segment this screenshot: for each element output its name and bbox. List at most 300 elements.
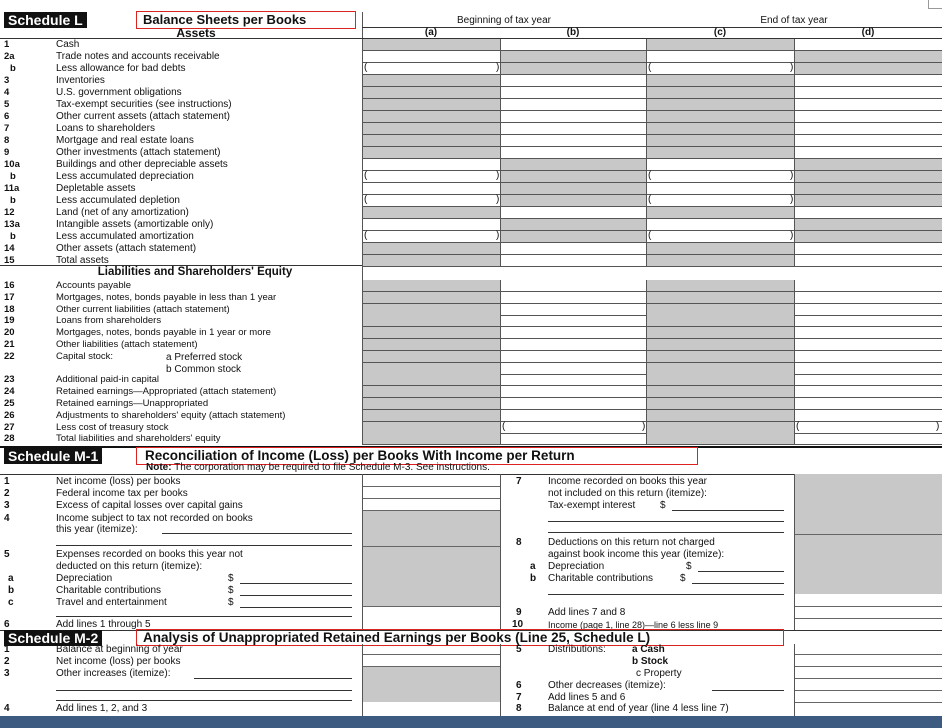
amount-cell[interactable]	[646, 123, 794, 135]
amount-cell[interactable]	[500, 39, 646, 51]
line-number: 17	[4, 291, 15, 303]
line-label: Adjustments to shareholders' equity (attach statement)	[56, 409, 286, 421]
m2-line-number: 1	[4, 644, 10, 655]
line-number: 9	[4, 147, 10, 158]
schedule-l-row	[0, 63, 942, 75]
amount-cell[interactable]	[794, 51, 942, 63]
amount-cell[interactable]	[500, 315, 646, 327]
schedule-l-row	[0, 75, 942, 87]
amount-cell[interactable]	[794, 386, 942, 398]
amount-cell[interactable]	[646, 51, 794, 63]
line-label: Other liabilities (attach statement)	[56, 339, 198, 350]
amount-cell[interactable]	[794, 231, 942, 243]
amount-cell[interactable]	[646, 374, 794, 386]
m1-line10: Income (page 1, line 28)—line 6 less line 9	[548, 620, 719, 630]
amount-cell[interactable]	[794, 183, 942, 195]
m1-line7b: not included on this return (itemize):	[548, 488, 707, 499]
amount-cell[interactable]	[500, 386, 646, 398]
amount-cell[interactable]	[646, 386, 794, 398]
amount-cell[interactable]	[500, 183, 646, 195]
m2-line8: Balance at end of year (line 4 less line 7)	[548, 703, 729, 714]
paren-open: (	[648, 230, 652, 241]
amount-cell[interactable]	[794, 147, 942, 159]
schedule-m2-tag: Schedule M-2	[4, 630, 102, 646]
paren-close: )	[790, 230, 794, 241]
line-number: 8	[4, 135, 10, 146]
divider	[363, 498, 500, 499]
paren-open: (	[648, 62, 652, 73]
amount-cell[interactable]	[500, 195, 646, 207]
m1-line8-char: Charitable contributions	[548, 573, 654, 584]
write-in-line	[548, 594, 784, 595]
paren-open: (	[648, 194, 652, 205]
m1-line8a: Deductions on this return not charged	[548, 537, 715, 548]
amount-cell[interactable]	[794, 243, 942, 255]
line-number: b	[10, 171, 16, 182]
line-number: 4	[4, 87, 10, 98]
amount-cell[interactable]	[646, 111, 794, 123]
amount-cell[interactable]	[794, 87, 942, 99]
assets-header: Assets	[176, 26, 216, 40]
m2-line5c: c Property	[636, 668, 682, 679]
line-label: Retained earnings—Appropriated (attach statement)	[56, 386, 277, 398]
amount-cell[interactable]	[362, 87, 500, 99]
amount-cell[interactable]	[646, 207, 794, 219]
line-label: Depletable assets	[56, 183, 136, 194]
schedule-l-row	[0, 219, 942, 231]
line-label: Less accumulated depletion	[56, 195, 180, 206]
amount-cell[interactable]	[500, 327, 646, 339]
amount-cell[interactable]	[794, 304, 942, 316]
amount-cell[interactable]	[794, 63, 942, 75]
bottom-bar	[0, 716, 942, 728]
write-in-line	[548, 532, 784, 533]
amount-cell[interactable]	[362, 147, 500, 159]
schedule-l-liability-row	[0, 433, 942, 445]
write-in-line	[240, 607, 352, 608]
m2-line-number: 5	[516, 644, 522, 655]
line-number: 13a	[4, 219, 20, 230]
amount-cell[interactable]	[646, 280, 794, 292]
amount-cell[interactable]	[646, 433, 794, 445]
amount-cell[interactable]	[362, 51, 500, 63]
m1-line-number: 2	[4, 488, 10, 499]
shaded-area	[363, 666, 500, 702]
amount-cell[interactable]	[500, 99, 646, 111]
amount-cell[interactable]	[646, 351, 794, 363]
amount-cell[interactable]	[646, 159, 794, 171]
amount-cell[interactable]	[500, 135, 646, 147]
paren-close: )	[496, 194, 500, 205]
m1-line5-depr: Depreciation	[56, 573, 113, 584]
line-number: 22	[4, 350, 15, 362]
amount-cell[interactable]	[794, 410, 942, 422]
amount-cell[interactable]	[646, 195, 794, 207]
line-label: Less accumulated amortization	[56, 231, 194, 242]
common-stock-label: b Common stock	[166, 364, 242, 375]
m1-line3: Excess of capital losses over capital gains	[56, 500, 243, 511]
schedule-l-liability-row	[0, 304, 942, 316]
amount-cell[interactable]	[794, 75, 942, 87]
line-label: Capital stock:	[56, 350, 114, 362]
amount-cell[interactable]	[500, 374, 646, 386]
amount-cell[interactable]	[362, 292, 500, 304]
amount-cell[interactable]	[362, 207, 500, 219]
amount-cell[interactable]	[500, 410, 646, 422]
line-number: 5	[4, 99, 10, 110]
m1-line7c: Tax-exempt interest	[548, 500, 636, 511]
line-number: 23	[4, 374, 15, 386]
m1-note	[146, 462, 490, 474]
divider	[795, 666, 942, 667]
write-in-line	[672, 510, 784, 511]
amount-cell[interactable]	[646, 410, 794, 422]
amount-cell[interactable]	[646, 315, 794, 327]
amount-cell[interactable]	[362, 433, 500, 445]
amount-cell[interactable]	[794, 422, 942, 434]
m2-line-number: 3	[4, 668, 10, 679]
divider	[363, 486, 500, 487]
paren-open: (	[364, 170, 368, 181]
schedule-m2-title: Analysis of Unappropriated Retained Earnings per Books (Line 25, Schedule L)	[136, 629, 784, 646]
amount-cell[interactable]	[794, 363, 942, 375]
divider	[363, 510, 500, 511]
amount-cell[interactable]	[794, 280, 942, 292]
divider	[363, 666, 500, 667]
line-number: 27	[4, 421, 15, 433]
amount-cell[interactable]	[646, 231, 794, 243]
amount-cell[interactable]	[646, 243, 794, 255]
amount-cell[interactable]	[794, 315, 942, 327]
schedule-l-row	[0, 207, 942, 219]
line-label: Loans to shareholders	[56, 123, 155, 134]
amount-cell[interactable]	[362, 339, 500, 351]
amount-cell[interactable]	[500, 304, 646, 316]
liabilities-header: Liabilities and Shareholders' Equity	[97, 266, 293, 278]
amount-cell[interactable]	[362, 219, 500, 231]
schedule-l-row	[0, 123, 942, 135]
m2-line-number: 4	[4, 703, 10, 714]
divider	[363, 606, 500, 607]
amount-cell[interactable]	[500, 51, 646, 63]
divider	[795, 654, 942, 655]
amount-cell[interactable]	[362, 410, 500, 422]
line-number: 16	[4, 280, 15, 291]
amount-cell[interactable]	[794, 292, 942, 304]
amount-cell[interactable]	[500, 351, 646, 363]
amount-cell[interactable]	[646, 422, 794, 434]
paren-open: (	[502, 420, 506, 432]
divider	[500, 644, 501, 716]
paren-open: (	[648, 170, 652, 181]
line-number: 19	[4, 315, 15, 327]
amount-cell[interactable]	[794, 255, 942, 267]
amount-cell[interactable]	[646, 339, 794, 351]
amount-cell[interactable]	[646, 255, 794, 267]
col-b-header: (b)	[566, 27, 580, 38]
amount-cell[interactable]	[362, 351, 500, 363]
dollar-sign: $	[680, 573, 686, 584]
write-in-line	[712, 690, 784, 691]
amount-cell[interactable]	[362, 159, 500, 171]
schedule-l-liability-row	[0, 398, 942, 410]
amount-cell[interactable]	[362, 111, 500, 123]
paren-close: )	[496, 230, 500, 241]
amount-cell[interactable]	[500, 147, 646, 159]
schedule-l-liability-row	[0, 363, 942, 375]
amount-cell[interactable]	[646, 398, 794, 410]
line-label: Cash	[56, 39, 80, 50]
schedule-l-row	[0, 99, 942, 111]
write-in-line	[56, 690, 352, 691]
m1-line6: Add lines 1 through 5	[56, 619, 151, 630]
amount-cell[interactable]	[646, 99, 794, 111]
amount-cell[interactable]	[646, 327, 794, 339]
amount-cell[interactable]	[646, 75, 794, 87]
schedule-l-row	[0, 231, 942, 243]
amount-cell[interactable]	[500, 255, 646, 267]
schedule-l-row	[0, 195, 942, 207]
m1-line-number: 6	[4, 619, 10, 630]
m2-line5b: b Stock	[632, 656, 669, 667]
corner-mark	[928, 0, 942, 9]
amount-cell[interactable]	[500, 123, 646, 135]
amount-cell[interactable]	[362, 183, 500, 195]
line-label: Mortgages, notes, bonds payable in less than 1 year	[56, 291, 277, 303]
m2-line6: Other decreases (itemize):	[548, 680, 666, 691]
amount-cell[interactable]	[500, 159, 646, 171]
line-number: 10a	[4, 159, 20, 170]
amount-cell[interactable]	[362, 243, 500, 255]
line-label: Retained earnings—Unappropriated	[56, 398, 209, 409]
amount-cell[interactable]	[794, 135, 942, 147]
paren-open: (	[796, 420, 800, 432]
amount-cell[interactable]	[500, 219, 646, 231]
amount-cell[interactable]	[646, 219, 794, 231]
amount-cell[interactable]	[794, 339, 942, 351]
amount-cell[interactable]	[362, 39, 500, 51]
schedule-l-row	[0, 111, 942, 123]
line-number: 25	[4, 398, 15, 409]
write-in-line	[56, 616, 352, 617]
line-label: U.S. government obligations	[56, 87, 182, 98]
schedule-l-liability-row	[0, 422, 942, 434]
schedule-l-title: Balance Sheets per Books	[136, 11, 356, 29]
write-in-line	[240, 595, 352, 596]
amount-cell[interactable]	[500, 171, 646, 183]
m1-line1: Net income (loss) per books	[56, 476, 181, 487]
amount-cell[interactable]	[794, 123, 942, 135]
m1-line4b: this year (itemize):	[56, 524, 138, 535]
m1-line-number: 9	[516, 607, 522, 618]
shaded-area	[795, 474, 942, 534]
amount-cell[interactable]	[500, 339, 646, 351]
amount-cell[interactable]	[500, 292, 646, 304]
amount-cell[interactable]	[794, 159, 942, 171]
divider	[500, 474, 501, 630]
amount-cell[interactable]	[794, 207, 942, 219]
amount-cell[interactable]	[500, 363, 646, 375]
amount-cell[interactable]	[362, 363, 500, 375]
line-label: Inventories	[56, 75, 105, 86]
amount-cell[interactable]	[794, 111, 942, 123]
amount-cell[interactable]	[794, 195, 942, 207]
schedule-l-row	[0, 135, 942, 147]
line-label: Trade notes and accounts receivable	[56, 51, 220, 62]
amount-cell[interactable]	[362, 315, 500, 327]
m2-line-number: 7	[516, 692, 522, 703]
amount-cell[interactable]	[362, 304, 500, 316]
line-number: 28	[4, 433, 15, 445]
amount-cell[interactable]	[362, 231, 500, 243]
m1-line8b: against book income this year (itemize):	[548, 549, 725, 560]
amount-cell[interactable]	[362, 255, 500, 267]
divider	[795, 702, 942, 703]
amount-cell[interactable]	[362, 123, 500, 135]
line-label: Less accumulated depreciation	[56, 171, 194, 182]
amount-cell[interactable]	[500, 63, 646, 75]
m1-line5b: deducted on this return (itemize):	[56, 561, 203, 572]
amount-cell[interactable]	[362, 75, 500, 87]
amount-cell[interactable]	[362, 374, 500, 386]
m1-line-number: 4	[4, 513, 10, 524]
amount-cell[interactable]	[500, 433, 646, 445]
amount-cell[interactable]	[646, 363, 794, 375]
line-label: Loans from shareholders	[56, 315, 162, 327]
schedule-l-liability-row	[0, 374, 942, 386]
amount-cell[interactable]	[362, 171, 500, 183]
line-number: b	[10, 231, 16, 242]
schedule-l-liability-row	[0, 280, 942, 292]
amount-cell[interactable]	[500, 280, 646, 292]
m1-line-number: 1	[4, 476, 10, 487]
dollar-sign: $	[660, 500, 666, 511]
line-label: Total assets	[56, 255, 109, 266]
amount-cell[interactable]	[362, 327, 500, 339]
m2-line3: Other increases (itemize):	[56, 668, 171, 679]
amount-cell[interactable]	[362, 386, 500, 398]
dollar-sign: $	[228, 573, 234, 584]
schedule-m1-tag: Schedule M-1	[4, 448, 102, 464]
amount-cell[interactable]	[794, 171, 942, 183]
m1-line-number: b	[530, 573, 537, 584]
amount-cell[interactable]	[646, 39, 794, 51]
line-label: Additional paid-in capital	[56, 374, 159, 386]
m1-line2: Federal income tax per books	[56, 488, 188, 499]
amount-cell[interactable]	[500, 75, 646, 87]
shaded-area	[363, 546, 500, 606]
m1-line-number: a	[530, 561, 536, 572]
amount-cell[interactable]	[646, 63, 794, 75]
line-label: Land (net of any amortization)	[56, 207, 189, 218]
paren-close: )	[790, 170, 794, 181]
write-in-line	[692, 583, 784, 584]
line-label: Accounts payable	[56, 280, 131, 291]
line-number: b	[10, 63, 16, 74]
write-in-line	[162, 533, 352, 534]
amount-cell[interactable]	[362, 398, 500, 410]
amount-cell[interactable]	[794, 219, 942, 231]
amount-cell[interactable]	[646, 87, 794, 99]
amount-cell[interactable]	[362, 422, 500, 434]
schedule-l-row	[0, 51, 942, 63]
divider	[795, 678, 942, 679]
amount-cell[interactable]	[500, 87, 646, 99]
amount-cell[interactable]	[794, 398, 942, 410]
m1-line5a: Expenses recorded on books this year not	[56, 549, 243, 560]
amount-cell[interactable]	[362, 63, 500, 75]
line-number: 18	[4, 303, 15, 315]
divider	[795, 690, 942, 691]
m1-note-text: The corporation may be required to file Schedule M-3. See instructions.	[174, 462, 490, 473]
paren-open: (	[364, 230, 368, 241]
schedule-l-liability-row	[0, 386, 942, 398]
schedule-l-row	[0, 159, 942, 171]
m2-line5a: a Cash	[632, 644, 665, 655]
line-number: 20	[4, 327, 15, 339]
amount-cell[interactable]	[794, 351, 942, 363]
amount-cell[interactable]	[646, 292, 794, 304]
amount-cell[interactable]	[500, 231, 646, 243]
schedule-l-row	[0, 171, 942, 183]
m2-line2: Net income (loss) per books	[56, 656, 181, 667]
m1-note-label: Note:	[146, 462, 172, 473]
amount-cell[interactable]	[500, 398, 646, 410]
period-begin-header: Beginning of tax year	[457, 15, 551, 26]
amount-cell[interactable]	[362, 195, 500, 207]
dollar-sign: $	[686, 561, 692, 572]
m1-line-number: a	[8, 573, 14, 584]
amount-cell[interactable]	[646, 147, 794, 159]
amount-cell[interactable]	[794, 433, 942, 445]
write-in-line	[56, 700, 352, 701]
line-label: Buildings and other depreciable assets	[56, 159, 228, 170]
amount-cell[interactable]	[500, 422, 646, 434]
schedule-l-row	[0, 243, 942, 255]
amount-cell[interactable]	[500, 243, 646, 255]
m1-line4a: Income subject to tax not recorded on books	[56, 513, 253, 524]
m1-line8-depr: Depreciation	[548, 561, 605, 572]
line-number: b	[10, 195, 16, 206]
paren-close: )	[642, 420, 646, 432]
line-label: Mortgage and real estate loans	[56, 135, 194, 146]
m1-line5-travel: Travel and entertainment	[56, 597, 167, 608]
amount-cell[interactable]	[794, 99, 942, 111]
amount-cell[interactable]	[646, 304, 794, 316]
line-number: 7	[4, 123, 10, 134]
amount-cell[interactable]	[362, 99, 500, 111]
schedule-l-liability-row	[0, 292, 942, 304]
amount-cell[interactable]	[794, 327, 942, 339]
amount-cell[interactable]	[794, 39, 942, 51]
amount-cell[interactable]	[362, 280, 500, 292]
amount-cell[interactable]	[646, 183, 794, 195]
paren-open: (	[364, 62, 368, 73]
line-label: Mortgages, notes, bonds payable in 1 year or more	[56, 327, 271, 339]
m2-line5: Distributions:	[548, 644, 606, 655]
amount-cell[interactable]	[500, 111, 646, 123]
amount-cell[interactable]	[646, 171, 794, 183]
divider	[363, 546, 500, 547]
amount-cell[interactable]	[500, 207, 646, 219]
line-label: Less cost of treasury stock	[56, 421, 169, 433]
amount-cell[interactable]	[362, 135, 500, 147]
line-number: 21	[4, 339, 15, 350]
amount-cell[interactable]	[646, 135, 794, 147]
amount-cell[interactable]	[794, 374, 942, 386]
line-label: Intangible assets (amortizable only)	[56, 219, 214, 230]
m1-line-number: 5	[4, 549, 10, 560]
